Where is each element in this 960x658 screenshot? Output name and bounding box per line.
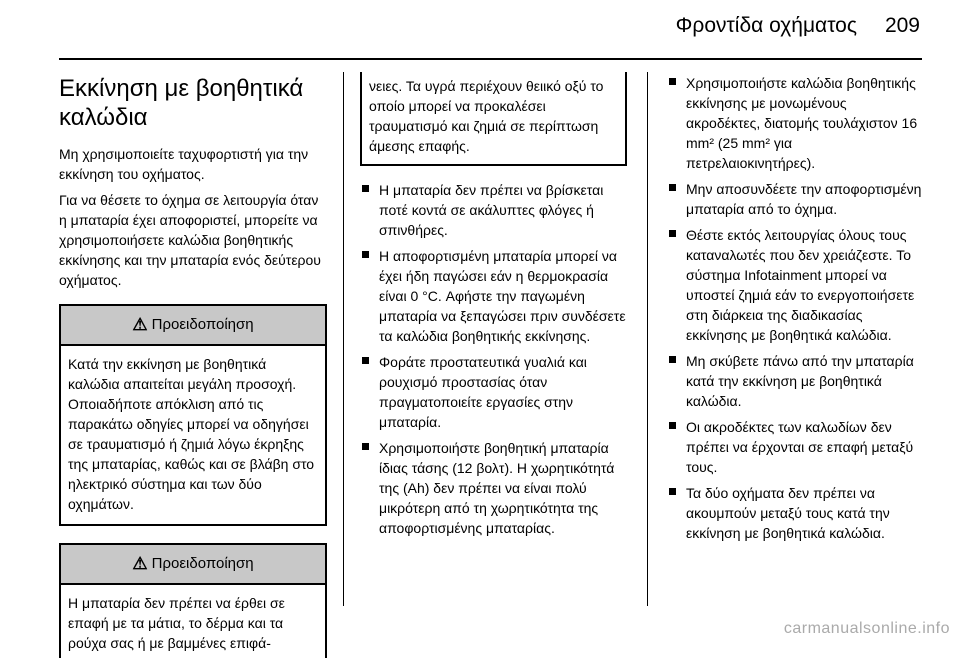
warning-text: Κατά την εκκίνηση με βοηθητικά καλώδια απαιτείται μεγάλη προσοχή. Οποιαδήποτε απόκλιση από τις παρακάτω οδηγίες μπορεί να οδηγήσει σε τραυματισμό ή ζημιά λόγω έκρηξης της μπαταρίας, καθώς και σε βλάβη στο ηλεκτρικό σύστημα και των δύο οχημάτων. — [68, 356, 315, 512]
column-3 — [667, 73, 923, 549]
list-item: Οι ακροδέκτες των καλωδίων δεν πρέπει να έρχονται σε επαφή μεταξύ τους. — [667, 417, 923, 477]
warning-header — [61, 306, 325, 346]
column-divider-1 — [343, 72, 344, 606]
watermark: carmanualsonline.info — [783, 620, 950, 637]
warning-title: Προειδοποίηση — [151, 555, 254, 572]
warning-icon: ⚠ — [132, 315, 148, 334]
warning-title: Προειδοποίηση — [151, 316, 254, 333]
intro-paragraph-2: Για να θέσετε το όχημα σε λειτουργία όταν η μπαταρία έχει αποφοριστεί, μπορείτε να χρησιμοποιήσετε καλώδια βοηθητικής εκκίνησης και την μπαταρία ενός δεύτερου οχήματος. — [59, 192, 321, 288]
list-item: Τα δύο οχήματα δεν πρέπει να ακουμπούν μεταξύ τους κατά την εκκίνηση με βοηθητικά καλώδια. — [667, 483, 923, 543]
warning-text: Η μπαταρία δεν πρέπει να έρθει σε επαφή με τα μάτια, το δέρμα και τα ρούχα σας ή με βαμμένες επιφά- — [68, 595, 285, 651]
warning-box-2-continuation: νειες. Τα υγρά περιέχουν θειικό οξύ το οποίο μπορεί να προκαλέσει τραυματισμό και ζημιά σε περίπτωση άμεσης επαφής. — [360, 72, 627, 166]
list-item: Η αποφορτισμένη μπαταρία μπορεί να έχει ήδη παγώσει εάν η θερμοκρασία είναι 0 °C. Αφήστε την παγωμένη μπαταρία να ξεπαγώσει πριν συνδέσετε τα καλώδια βοηθητικής εκκίνησης. — [360, 246, 627, 346]
warning-box-2 — [59, 543, 327, 658]
section-title: Εκκίνηση με βοηθητικά καλώδια — [59, 75, 304, 131]
list-item: Χρησιμοποιήστε καλώδια βοηθητικής εκκίνησης με μονωμένους ακροδέκτες, διατομής τουλάχιστον 16 mm² (25 mm² για πετρελαιοκινητήρες). — [667, 73, 923, 173]
running-header-title: Φροντίδα οχήματος — [675, 14, 857, 37]
header-divider — [59, 58, 922, 60]
bullet-list — [667, 73, 923, 543]
warning-header — [61, 545, 325, 585]
list-item: Φοράτε προστατευτικά γυαλιά και ρουχισμό προστασίας όταν πραγματοποιείτε εργασίες στην μπαταρία. — [360, 352, 627, 432]
list-item: Μη σκύβετε πάνω από την μπαταρία κατά την εκκίνηση με βοηθητικά καλώδια. — [667, 351, 923, 411]
bullet-list — [360, 180, 627, 538]
column-1 — [59, 67, 327, 658]
list-item: Μην αποσυνδέετε την αποφορτισμένη μπαταρία από το όχημα. — [667, 179, 923, 219]
warning-box-1 — [59, 304, 327, 526]
page-number: 209 — [884, 14, 920, 37]
list-item: Η μπαταρία δεν πρέπει να βρίσκεται ποτέ κοντά σε ακάλυπτες φλόγες ή σπινθήρες. — [360, 180, 627, 240]
list-item: Θέστε εκτός λειτουργίας όλους τους καταναλωτές που δεν χρειάζεστε. Το σύστημα Infotainment μπορεί να υποστεί ζημιά εάν το ενεργοποιήσετε στη διάρκεια της διαδικασίας εκκίνησης με βοηθητικά καλώδια. — [667, 225, 923, 345]
column-2 — [360, 72, 627, 544]
list-item: Χρησιμοποιήστε βοηθητική μπαταρία ίδιας τάσης (12 βολτ). Η χωρητικότητά της (Ah) δεν πρέπει να είναι πολύ μικρότερη από τη χωρητικότητα της αποφορτισμένης μπαταρίας. — [360, 438, 627, 538]
intro-paragraph-1: Μη χρησιμοποιείτε ταχυφορτιστή για την εκκίνηση του οχήματος. — [59, 146, 309, 182]
column-divider-2 — [647, 72, 648, 606]
warning-icon: ⚠ — [132, 554, 148, 573]
